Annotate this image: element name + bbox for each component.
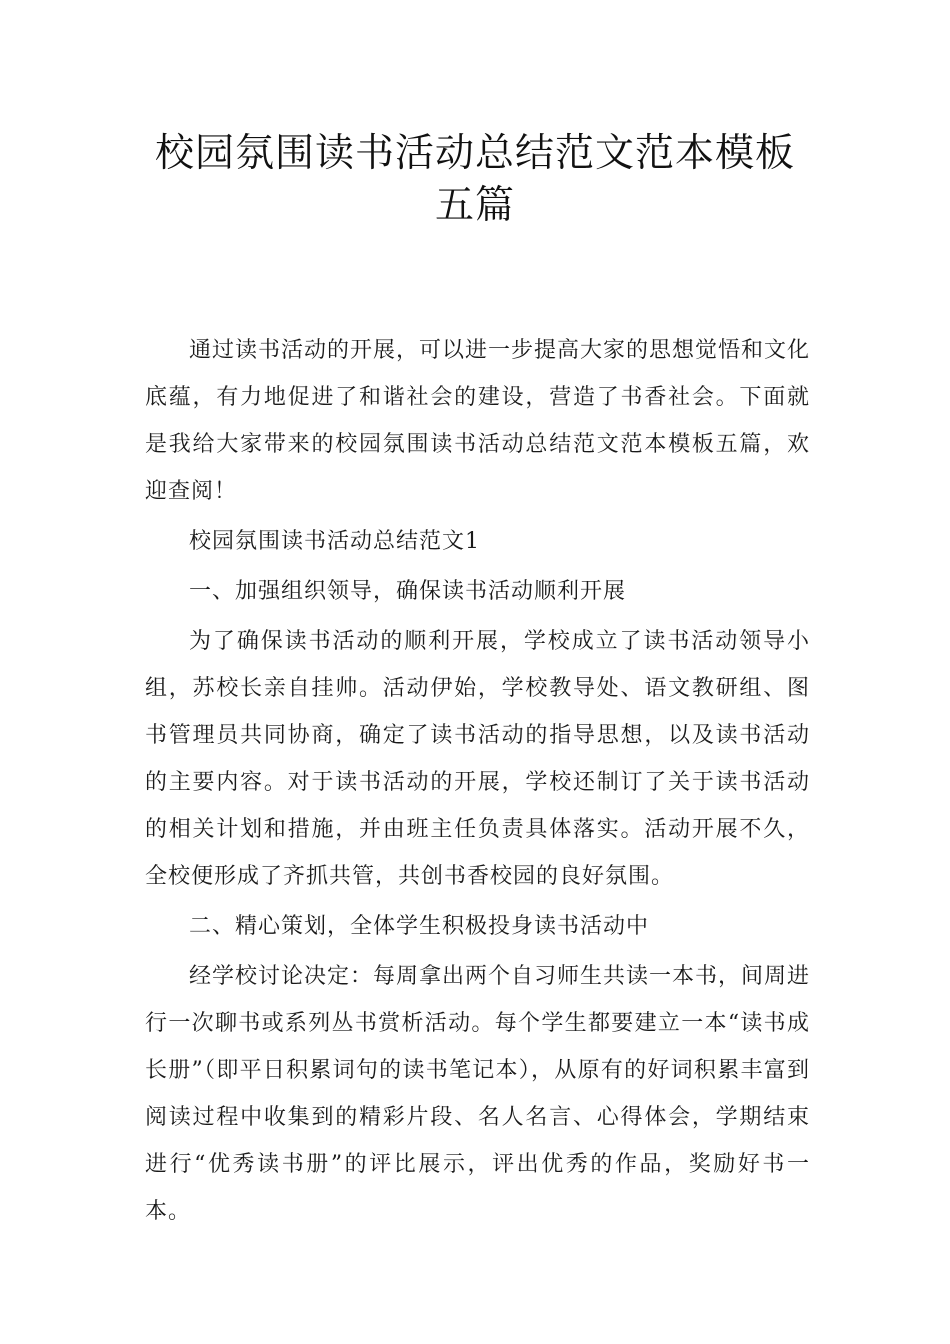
document-title: 校园氛围读书活动总结范文范本模板五篇 bbox=[154, 131, 795, 228]
body-paragraph-2: 经学校讨论决定：每周拿出两个自习师生共读一本书，间周进行一次聊书或系列丛书赏析活动。每个学生都要建立一本“读书成长册”（即平日积累词句的读书笔记本），从原有的好词积累丰富到阅读过程中收集到的精彩片段、名人名言、心得体会，学期结束进行“优秀读书册”的评比展示，评出优秀的作品，奖励好书一本。 bbox=[145, 964, 811, 1224]
document-body bbox=[145, 327, 810, 1235]
section-title: 校园氛围读书活动总结范文1 bbox=[189, 529, 480, 554]
intro-paragraph: 通过读书活动的开展，可以进一步提高大家的思想觉悟和文化底蕴，有力地促进了和谐社会的建设，营造了书香社会。下面就是我给大家带来的校园氛围读书活动总结范文范本模板五篇，欢迎查阅！ bbox=[145, 338, 811, 504]
body-paragraph-1: 为了确保读书活动的顺利开展，学校成立了读书活动领导小组，苏校长亲自挂帅。活动伊始，学校教导处、语文教研组、图书管理员共同协商，确定了读书活动的指导思想，以及读书活动的主要内容。对于读书活动的开展，学校还制订了关于读书活动的相关计划和措施，并由班主任负责具体落实。活动开展不久，全校便形成了齐抓共管，共创书香校园的良好氛围。 bbox=[145, 629, 810, 889]
subheading-1: 一、加强组织领导，确保读书活动顺利开展 bbox=[189, 579, 627, 604]
subheading-2: 二、精心策划，全体学生积极投身读书活动中 bbox=[189, 914, 650, 939]
